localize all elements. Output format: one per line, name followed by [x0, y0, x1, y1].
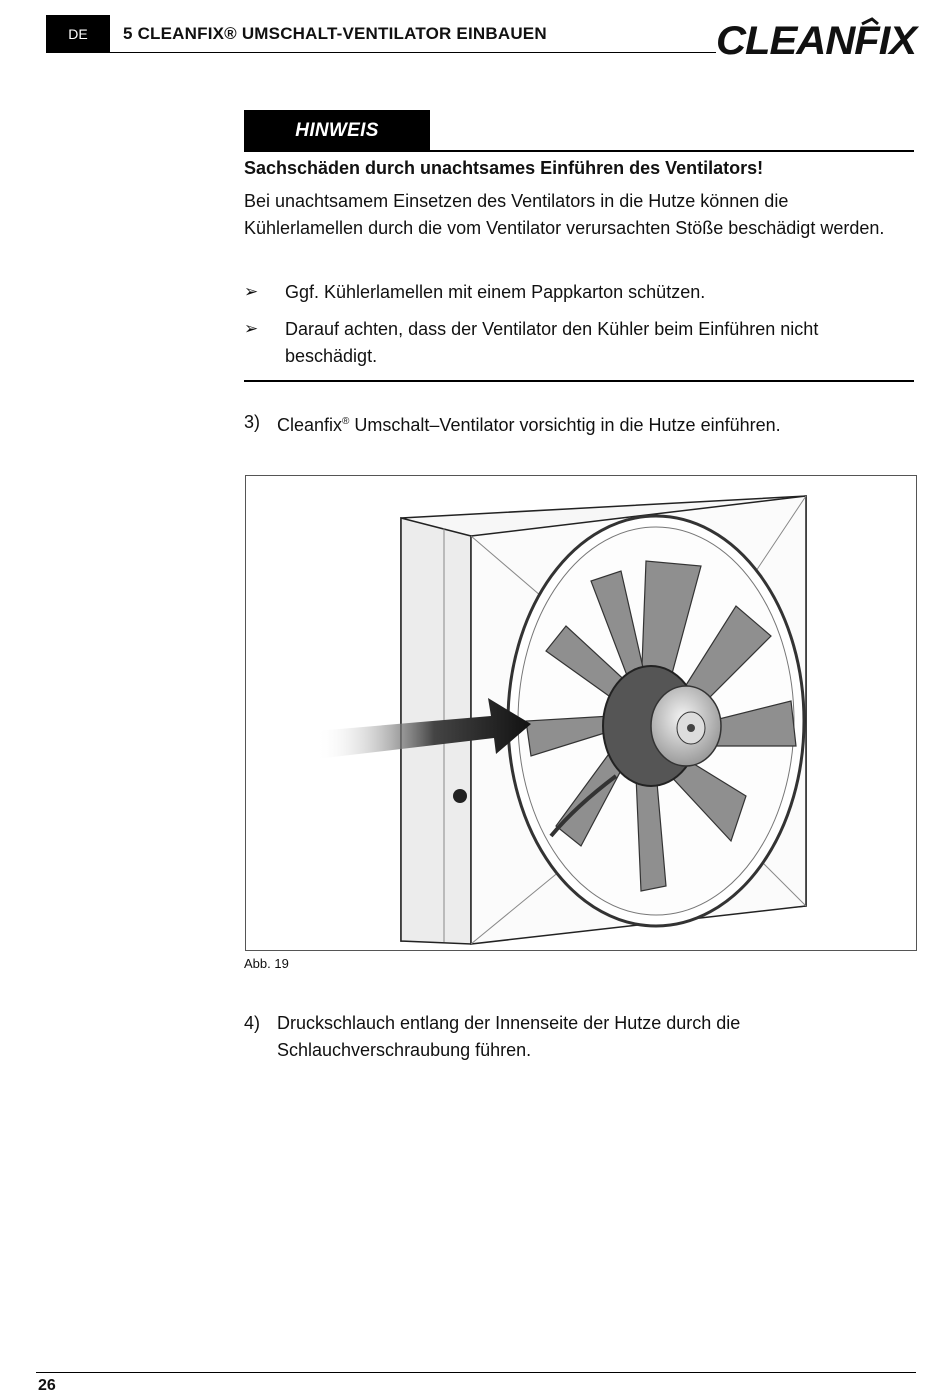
bullet-text: Ggf. Kühlerlamellen mit einem Pappkarton schützen. [285, 282, 706, 302]
notice-top-rule [244, 150, 914, 152]
figure-fan-illustration [245, 475, 917, 951]
notice-label: HINWEIS [244, 110, 430, 151]
chapter-title: 5 CLEANFIX® UMSCHALT-VENTILATOR EINBAUEN [123, 24, 547, 43]
figure-caption: Abb. 19 [244, 956, 289, 971]
footer-rule [36, 1372, 916, 1373]
cleanfix-logo [712, 10, 924, 64]
notice-text: Bei unachtsamem Einsetzen des Ventilators in die Hutze können die Kühlerlamellen durch die vom Ventilator verursachten Stöße beschädigt werden. [244, 191, 885, 238]
step-text-part: Umschalt–Ventilator vorsichtig in die Hutze einführen. [349, 415, 781, 435]
arrow-bullet-icon: ➢ [244, 319, 259, 338]
step-text: Druckschlauch entlang der Innenseite der Hutze durch die Schlauchverschraubung führen. [277, 1013, 741, 1060]
notice-bottom-rule [244, 380, 914, 382]
registered-mark: ® [342, 416, 350, 427]
page-number: 26 [38, 1377, 56, 1394]
bullet-text: Darauf achten, dass der Ventilator den Kühler beim Einführen nicht beschädigt. [285, 319, 819, 366]
language-badge: DE [46, 15, 110, 53]
step-text [277, 409, 897, 439]
step-number: 3) [244, 412, 261, 432]
notice-title: Sachschäden durch unachtsames Einführen des Ventilators! [244, 158, 764, 178]
step-text-part: Cleanfix [277, 415, 343, 435]
header-rule [46, 52, 716, 53]
fan-drawing [246, 476, 916, 950]
step-number: 4) [244, 1013, 261, 1033]
svg-text:CLEANFIX: CLEANFIX [716, 19, 920, 63]
arrow-bullet-icon: ➢ [244, 282, 259, 301]
